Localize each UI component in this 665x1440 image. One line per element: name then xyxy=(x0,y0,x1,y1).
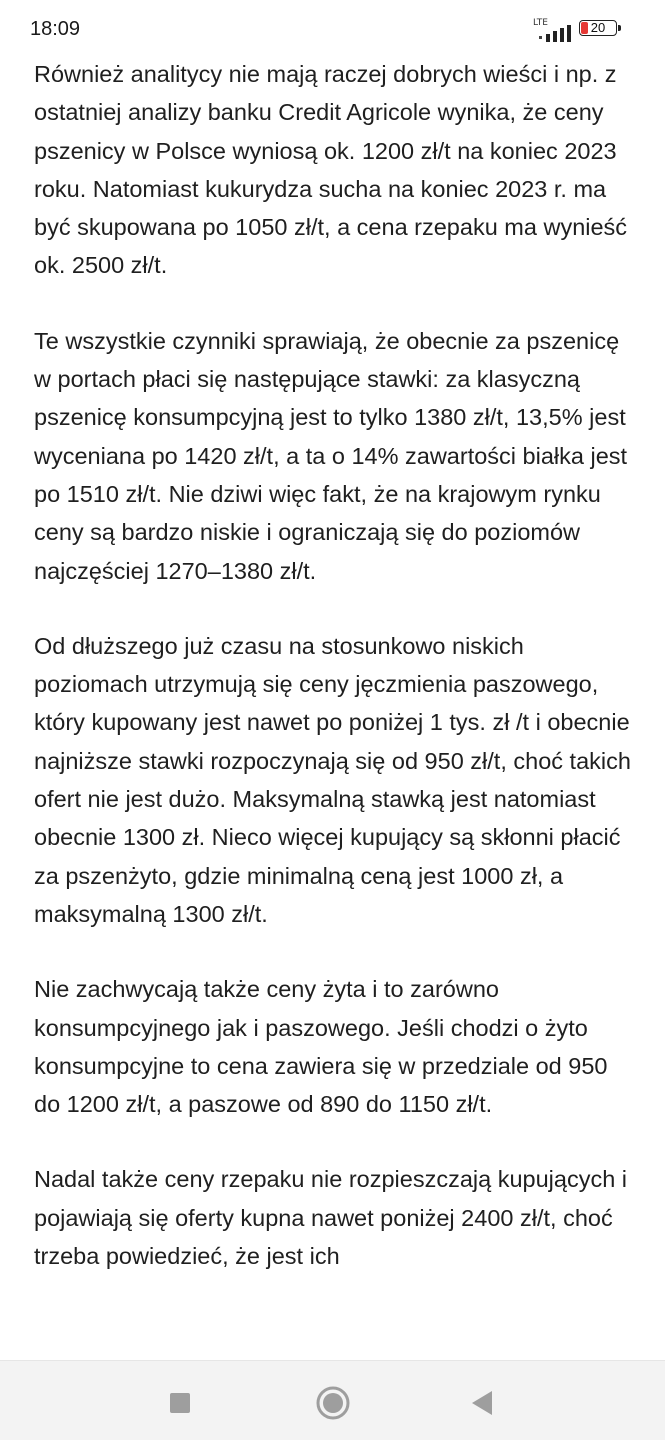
status-time: 18:09 xyxy=(30,18,81,40)
article-paragraph: Również analitycy nie mają raczej dobrych wieści i np. z ostatniej analizy banku Credit Agricole wynika, że ceny pszenicy w Polsce wyniosą ok. 1200 zł/t na koniec 2023 roku. Natomiast kukurydza sucha na koniec 2023 r. ma być skupowana po 1050 zł/t, a cena rzepaku ma wynieść ok. 2500 zł/t. xyxy=(34,61,628,279)
status-bar xyxy=(0,0,665,60)
home-button[interactable] xyxy=(313,1383,353,1423)
recents-button[interactable] xyxy=(160,1383,200,1423)
article-paragraph: Od dłuższego już czasu na stosunkowo niskich poziomach utrzymują się ceny jęczmienia paszowego, który kupowany jest nawet po poniżej 1 tys. zł /t i obecnie najniższe stawki rozpoczynają się od 950 zł/t, choć takich ofert nie jest dużo. Maksymalną stawką jest natomiast obecnie 1300 zł. Nieco więcej kupujący są skłonni płacić za pszenżyto, gdzie minimalną ceną jest 1000 zł, a maksymalną 1300 zł/t. xyxy=(34,632,631,927)
back-button[interactable] xyxy=(463,1383,503,1423)
article-content[interactable] xyxy=(34,55,639,1360)
article-paragraph: Nie zachwycają także ceny żyta i to zarówno konsumpcyjnego jak i paszowego. Jeśli chodzi o żyto konsumpcyjne to cena zawiera się w przedziale od 950 do 1200 zł/t, a paszowe od 890 do 1150 zł/t. xyxy=(34,976,608,1118)
signal-strength-icon xyxy=(537,24,577,42)
status-indicators xyxy=(533,18,633,44)
article-paragraph: Te wszystkie czynniki sprawiają, że obecnie za pszenicę w portach płaci się następujące stawki: za klasyczną pszenicę konsumpcyjną jest to tylko 1380 zł/t, 13,5% jest wyceniana po 1420 zł/t, a ta o 14% zawartości białka jest po 1510 zł/t. Nie dziwi więc fakt, że na krajowym rynku ceny są bardzo niskie i ograniczają się do poziomów najczęściej 1270–1380 zł/t. xyxy=(34,327,628,584)
system-navigation-bar xyxy=(0,1360,665,1440)
battery-icon xyxy=(579,20,617,36)
square-icon xyxy=(160,1383,200,1423)
circle-icon xyxy=(313,1383,353,1423)
triangle-back-icon xyxy=(463,1383,503,1423)
network-type-label: LTE xyxy=(533,18,548,28)
battery-tip xyxy=(618,25,621,31)
battery-level-text: 20 xyxy=(590,20,606,35)
article-paragraph: Nadal także ceny rzepaku nie rozpieszczają kupujących i pojawiają się oferty kupna nawet poniżej 2400 zł/t, choć trzeba powiedzieć, że jest ich xyxy=(34,1166,628,1270)
